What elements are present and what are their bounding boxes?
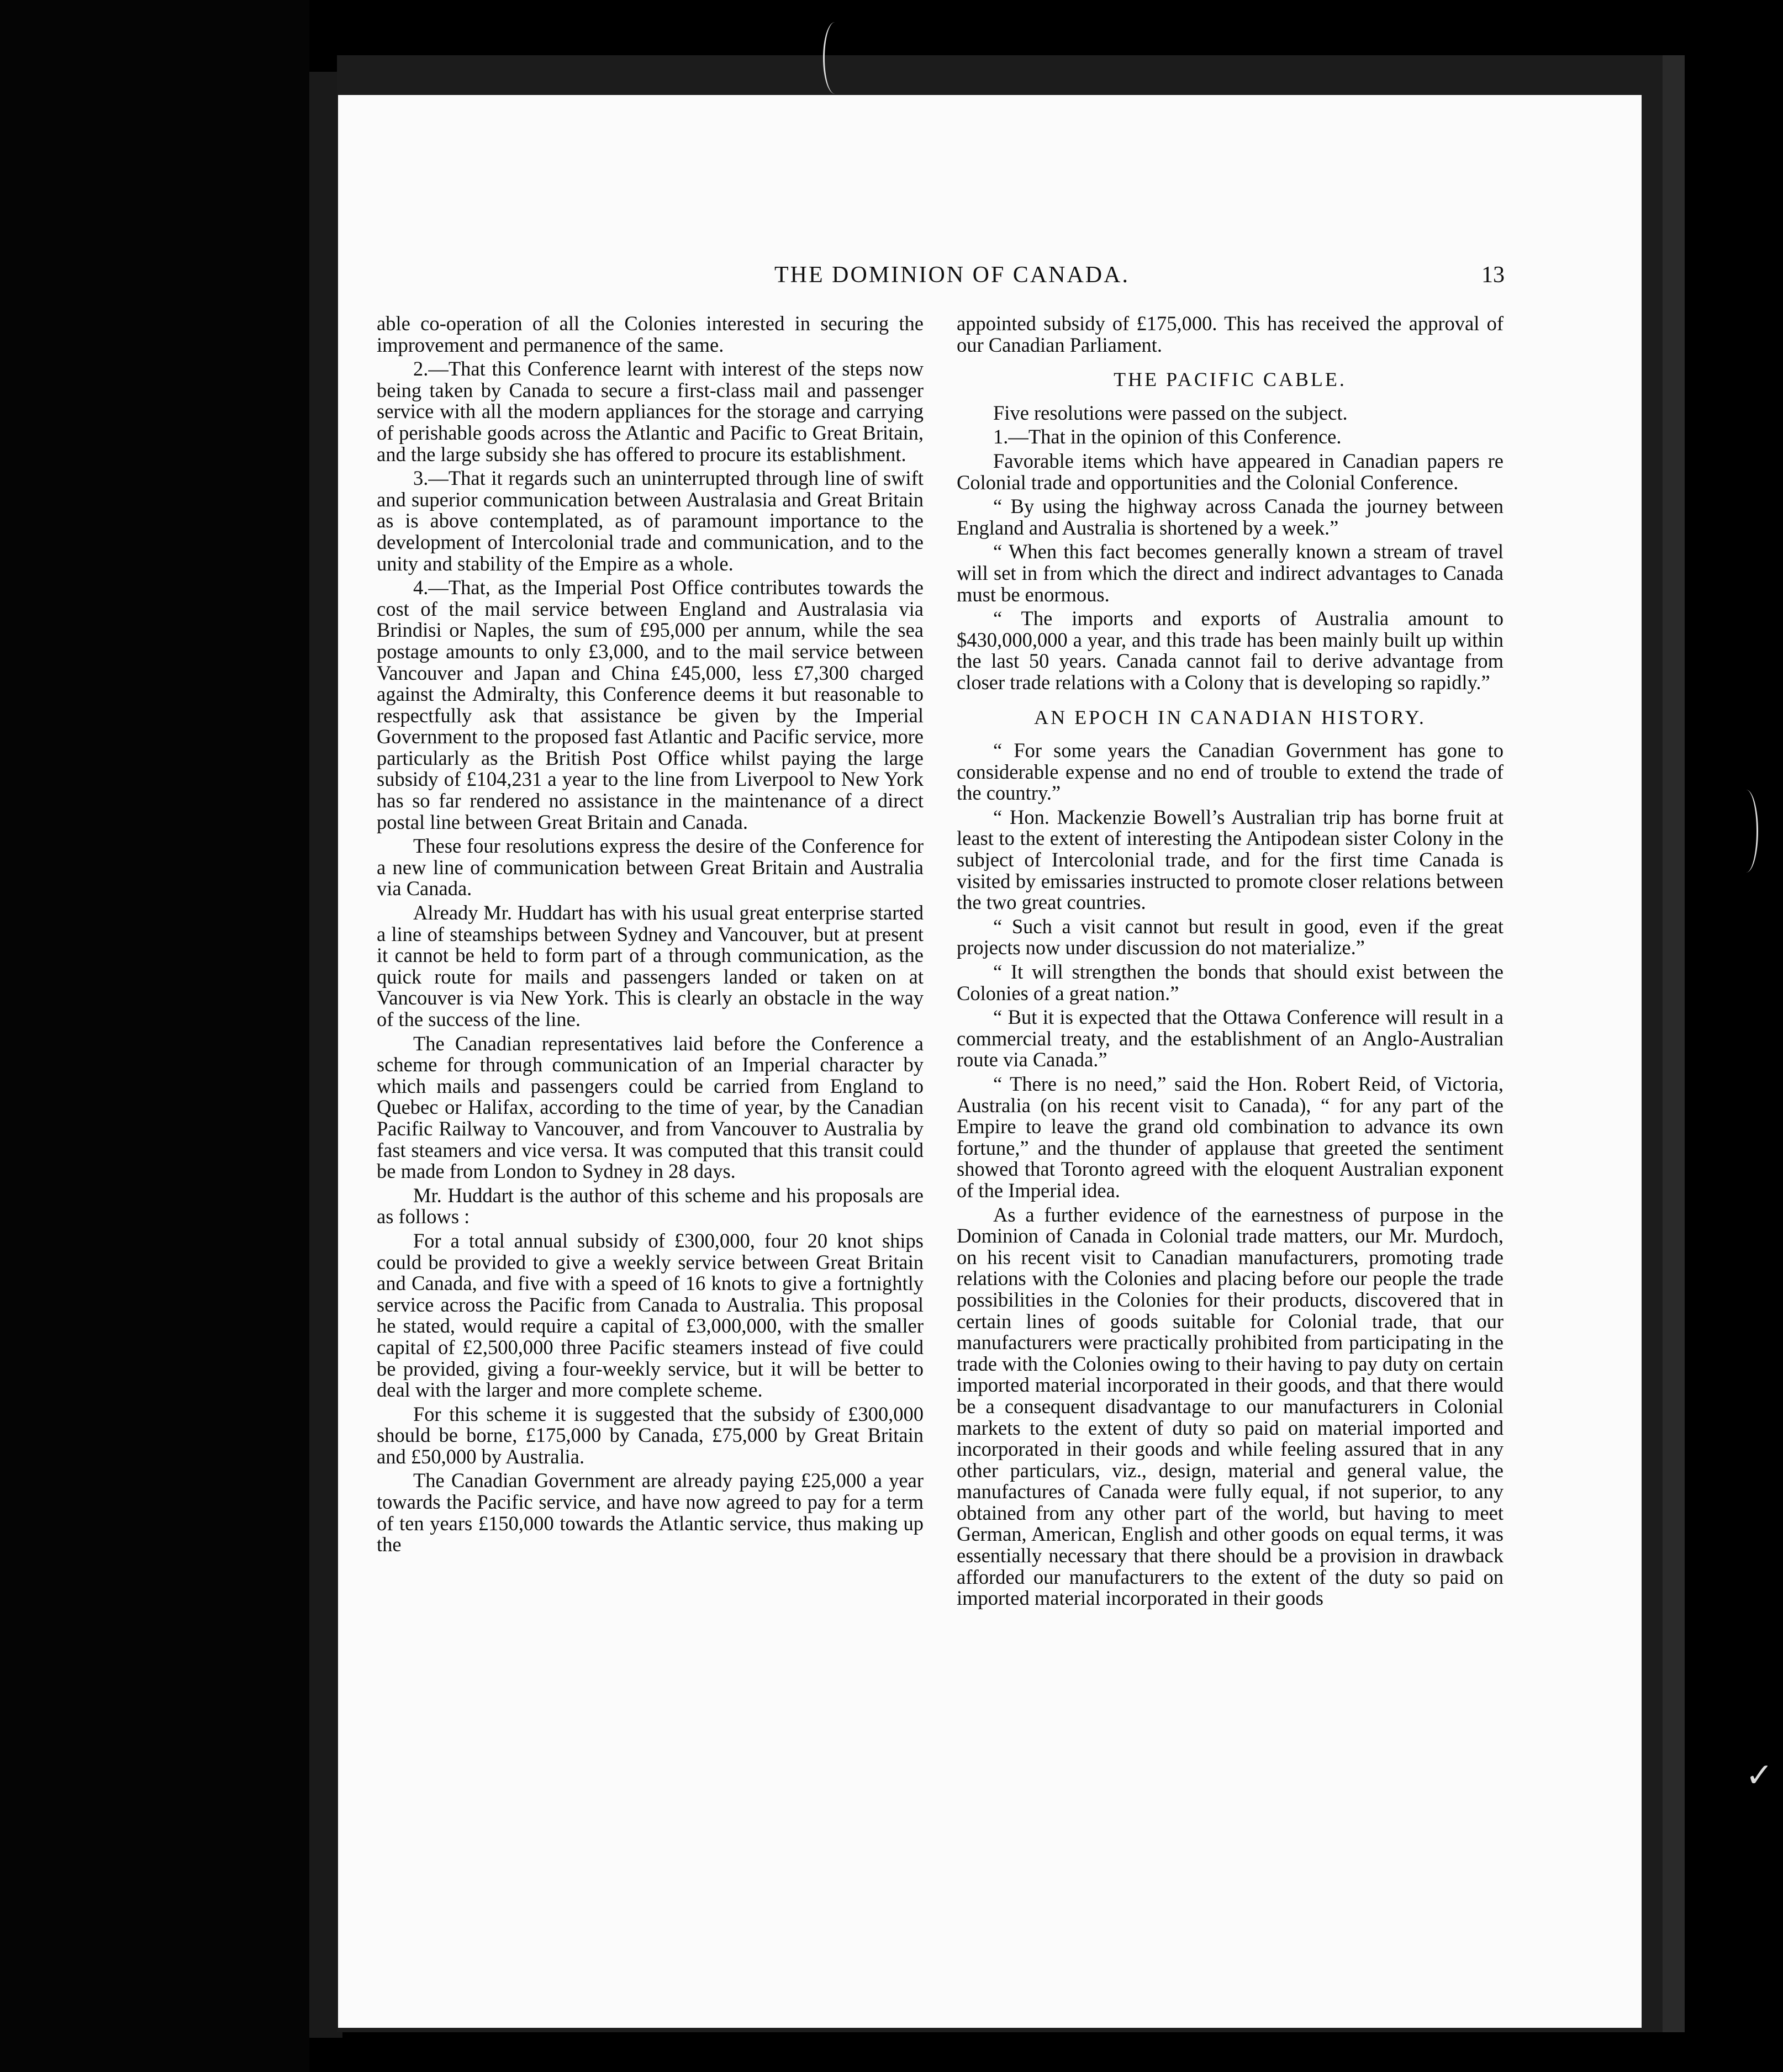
paragraph: 1.—That in the opinion of this Conference. <box>993 425 1342 448</box>
paragraph: For this scheme it is suggested that the subsidy of £300,000 should be borne, £175,000 by Canada, £75,000 by Great Britain and £50,000 by Australia. <box>377 1402 924 1468</box>
section-heading-epoch: AN EPOCH IN CANADIAN HISTORY. <box>1034 706 1426 728</box>
running-head: THE DOMINION OF CANADA. <box>774 262 1130 288</box>
document-page <box>338 95 1642 2028</box>
paragraph: able co-operation of all the Colonies interested in securing the improvement and permanence of the same. <box>377 312 924 356</box>
left-column <box>377 313 924 1556</box>
scan-mark-tick: ✓ <box>1745 1756 1774 1795</box>
paragraph: The Canadian representatives laid before the Conference a scheme for through communication of an Imperial character by which mails and passengers could be carried from England to Quebec or Halifax, according to the time of year, by the Canadian Pacific Railway to Vancouver, and from Vancouver to Australia by fast steamers and vice versa. It was computed that this transit could be made from London to Sydney in 28 days. <box>377 1032 924 1183</box>
paragraph: “ But it is expected that the Ottawa Conference will result in a commercial treaty, and the establishment of an Anglo-Australian route via Canada.” <box>957 1006 1504 1071</box>
paragraph: Five resolutions were passed on the subject. <box>993 401 1348 424</box>
scan-mark-right <box>1734 790 1758 873</box>
paragraph: “ Such a visit cannot but result in good, even if the great projects now under discussion do not materialize.” <box>957 915 1504 959</box>
paragraph: 4.—That, as the Imperial Post Office contributes towards the cost of the mail service between England and Australasia via Brindisi or Naples, the sum of £95,000 per annum, while the sea postage amounts to only £3,000, and to the mail service between Vancouver and Japan and China £45,000, less £7,300 charged against the Admiralty, this Conference deems it but reasonable to respectfully ask that assistance be given by the Imperial Government to the proposed fast Atlantic and Pacific service, more particularly as the British Post Office whilst paying the large subsidy of £104,231 a year to the line from Liverpool to New York has so far rendered no assistance in the maintenance of a direct postal line between Great Britain and Canada. <box>377 576 924 833</box>
paragraph: For a total annual subsidy of £300,000, four 20 knot ships could be provided to give a weekly service between Great Britain and Canada, and five with a speed of 16 knots to give a fortnightly service across the Pacific from Canada to Australia. This proposal he stated, would require a capital of £3,000,000, with the smaller capital of £2,500,000 three Pacific steamers instead of five could be provided, giving a four-weekly service, but it will be better to deal with the larger and more complete scheme. <box>377 1229 924 1402</box>
paragraph: “ There is no need,” said the Hon. Robert Reid, of Victoria, Australia (on his recent visit to Canada), “ for any part of the Empire to leave the grand old combination to advance its own fortune,” and the thunder of applause that greeted the sentiment showed that Toronto agreed with the eloquent Australian exponent of the Imperial idea. <box>957 1072 1504 1202</box>
paragraph: “ Hon. Mackenzie Bowell’s Australian trip has borne fruit at least to the extent of interesting the Antipodean sister Colony in the subject of Intercolonial trade, and for the first time Canada is visited by emissaries instructed to promote closer relations between the two great countries. <box>957 805 1504 914</box>
paragraph: appointed subsidy of £175,000. This has received the approval of our Canadian Parliament. <box>957 312 1504 356</box>
right-column <box>957 313 1504 1609</box>
paragraph: “ By using the highway across Canada the journey between England and Australia is shortened by a week.” <box>957 495 1504 539</box>
paragraph: Favorable items which have appeared in Canadian papers re Colonial trade and opportunities and the Colonial Conference. <box>957 449 1504 494</box>
paragraph: “ When this fact becomes generally known a stream of travel will set in from which the direct and indirect advantages to Canada must be enormous. <box>957 540 1504 606</box>
paragraph: As a further evidence of the earnestness of purpose in the Dominion of Canada in Colonial trade matters, our Mr. Murdoch, on his recent visit to Canadian manufacturers, promoting trade relations with the Colonies and placing before our people the trade possibilities in the Colonies for their products, discovered that in certain lines of goods suitable for Colonial trade, that our manufacturers were practically prohibited from participating in the trade with the Colonies owing to their having to pay duty on certain imported material incorporated in their goods, and that there would be a consequent disadvantage to our manufacturers in Colonial markets to the extent of duty so paid on material imported and incorporated in their goods and while feeling assured that in any other particulars, viz., design, material and general value, the manufactures of Canada were fully equal, if not superior, to any obtained from any other part of the world, but having to meet German, American, English and other goods on equal terms, it was essentially necessary that there should be a provision in drawback afforded our manufacturers to the extent of the duty so paid on imported material incorporated in their goods <box>957 1203 1504 1610</box>
paragraph: 3.—That it regards such an uninterrupted through line of swift and superior communication between Australasia and Great Britain as is above contemplated, as of paramount importance to the development of Intercolonial trade and communication, and to the unity and stability of the Empire as a whole. <box>377 467 924 575</box>
scan-mark-top <box>823 22 847 94</box>
paragraph: The Canadian Government are already paying £25,000 a year towards the Pacific service, and have now agreed to pay for a term of ten years £150,000 towards the Atlantic service, thus making up the <box>377 1469 924 1556</box>
paragraph: 2.—That this Conference learnt with interest of the steps now being taken by Canada to secure a first-class mail and passenger service with all the modern appliances for the storage and carrying of perishable goods across the Atlantic and Pacific to Great Britain, and the large subsidy she has offered to procure its establishment. <box>377 357 924 466</box>
paragraph: These four resolutions express the desire of the Conference for a new line of communication between Great Britain and Australia via Canada. <box>377 834 924 900</box>
binding-background <box>0 0 309 2072</box>
paragraph: “ For some years the Canadian Government has gone to considerable expense and no end of trouble to extend the trade of the country.” <box>957 739 1504 805</box>
paragraph: Mr. Huddart is the author of this scheme and his proposals are as follows : <box>377 1183 924 1228</box>
page-number: 13 <box>1481 262 1505 288</box>
section-heading-pacific-cable: THE PACIFIC CABLE. <box>1114 368 1347 391</box>
page-header <box>338 261 1642 305</box>
paragraph: “ The imports and exports of Australia amount to $430,000,000 a year, and this trade has been mainly built up within the last 50 years. Canada cannot fail to derive advantage from closer trade relations with a Colony that is developing so rapidly.” <box>957 607 1504 694</box>
paragraph: “ It will strengthen the bonds that should exist between the Colonies of a great nation.” <box>957 960 1504 1005</box>
paragraph: Already Mr. Huddart has with his usual great enterprise started a line of steamships between Sydney and Vancouver, but at present it cannot be held to form part of a through communication, as the quick route for mails and passengers landed or taken on at Vancouver is via New York. This is clearly an obstacle in the way of the success of the line. <box>377 901 924 1030</box>
